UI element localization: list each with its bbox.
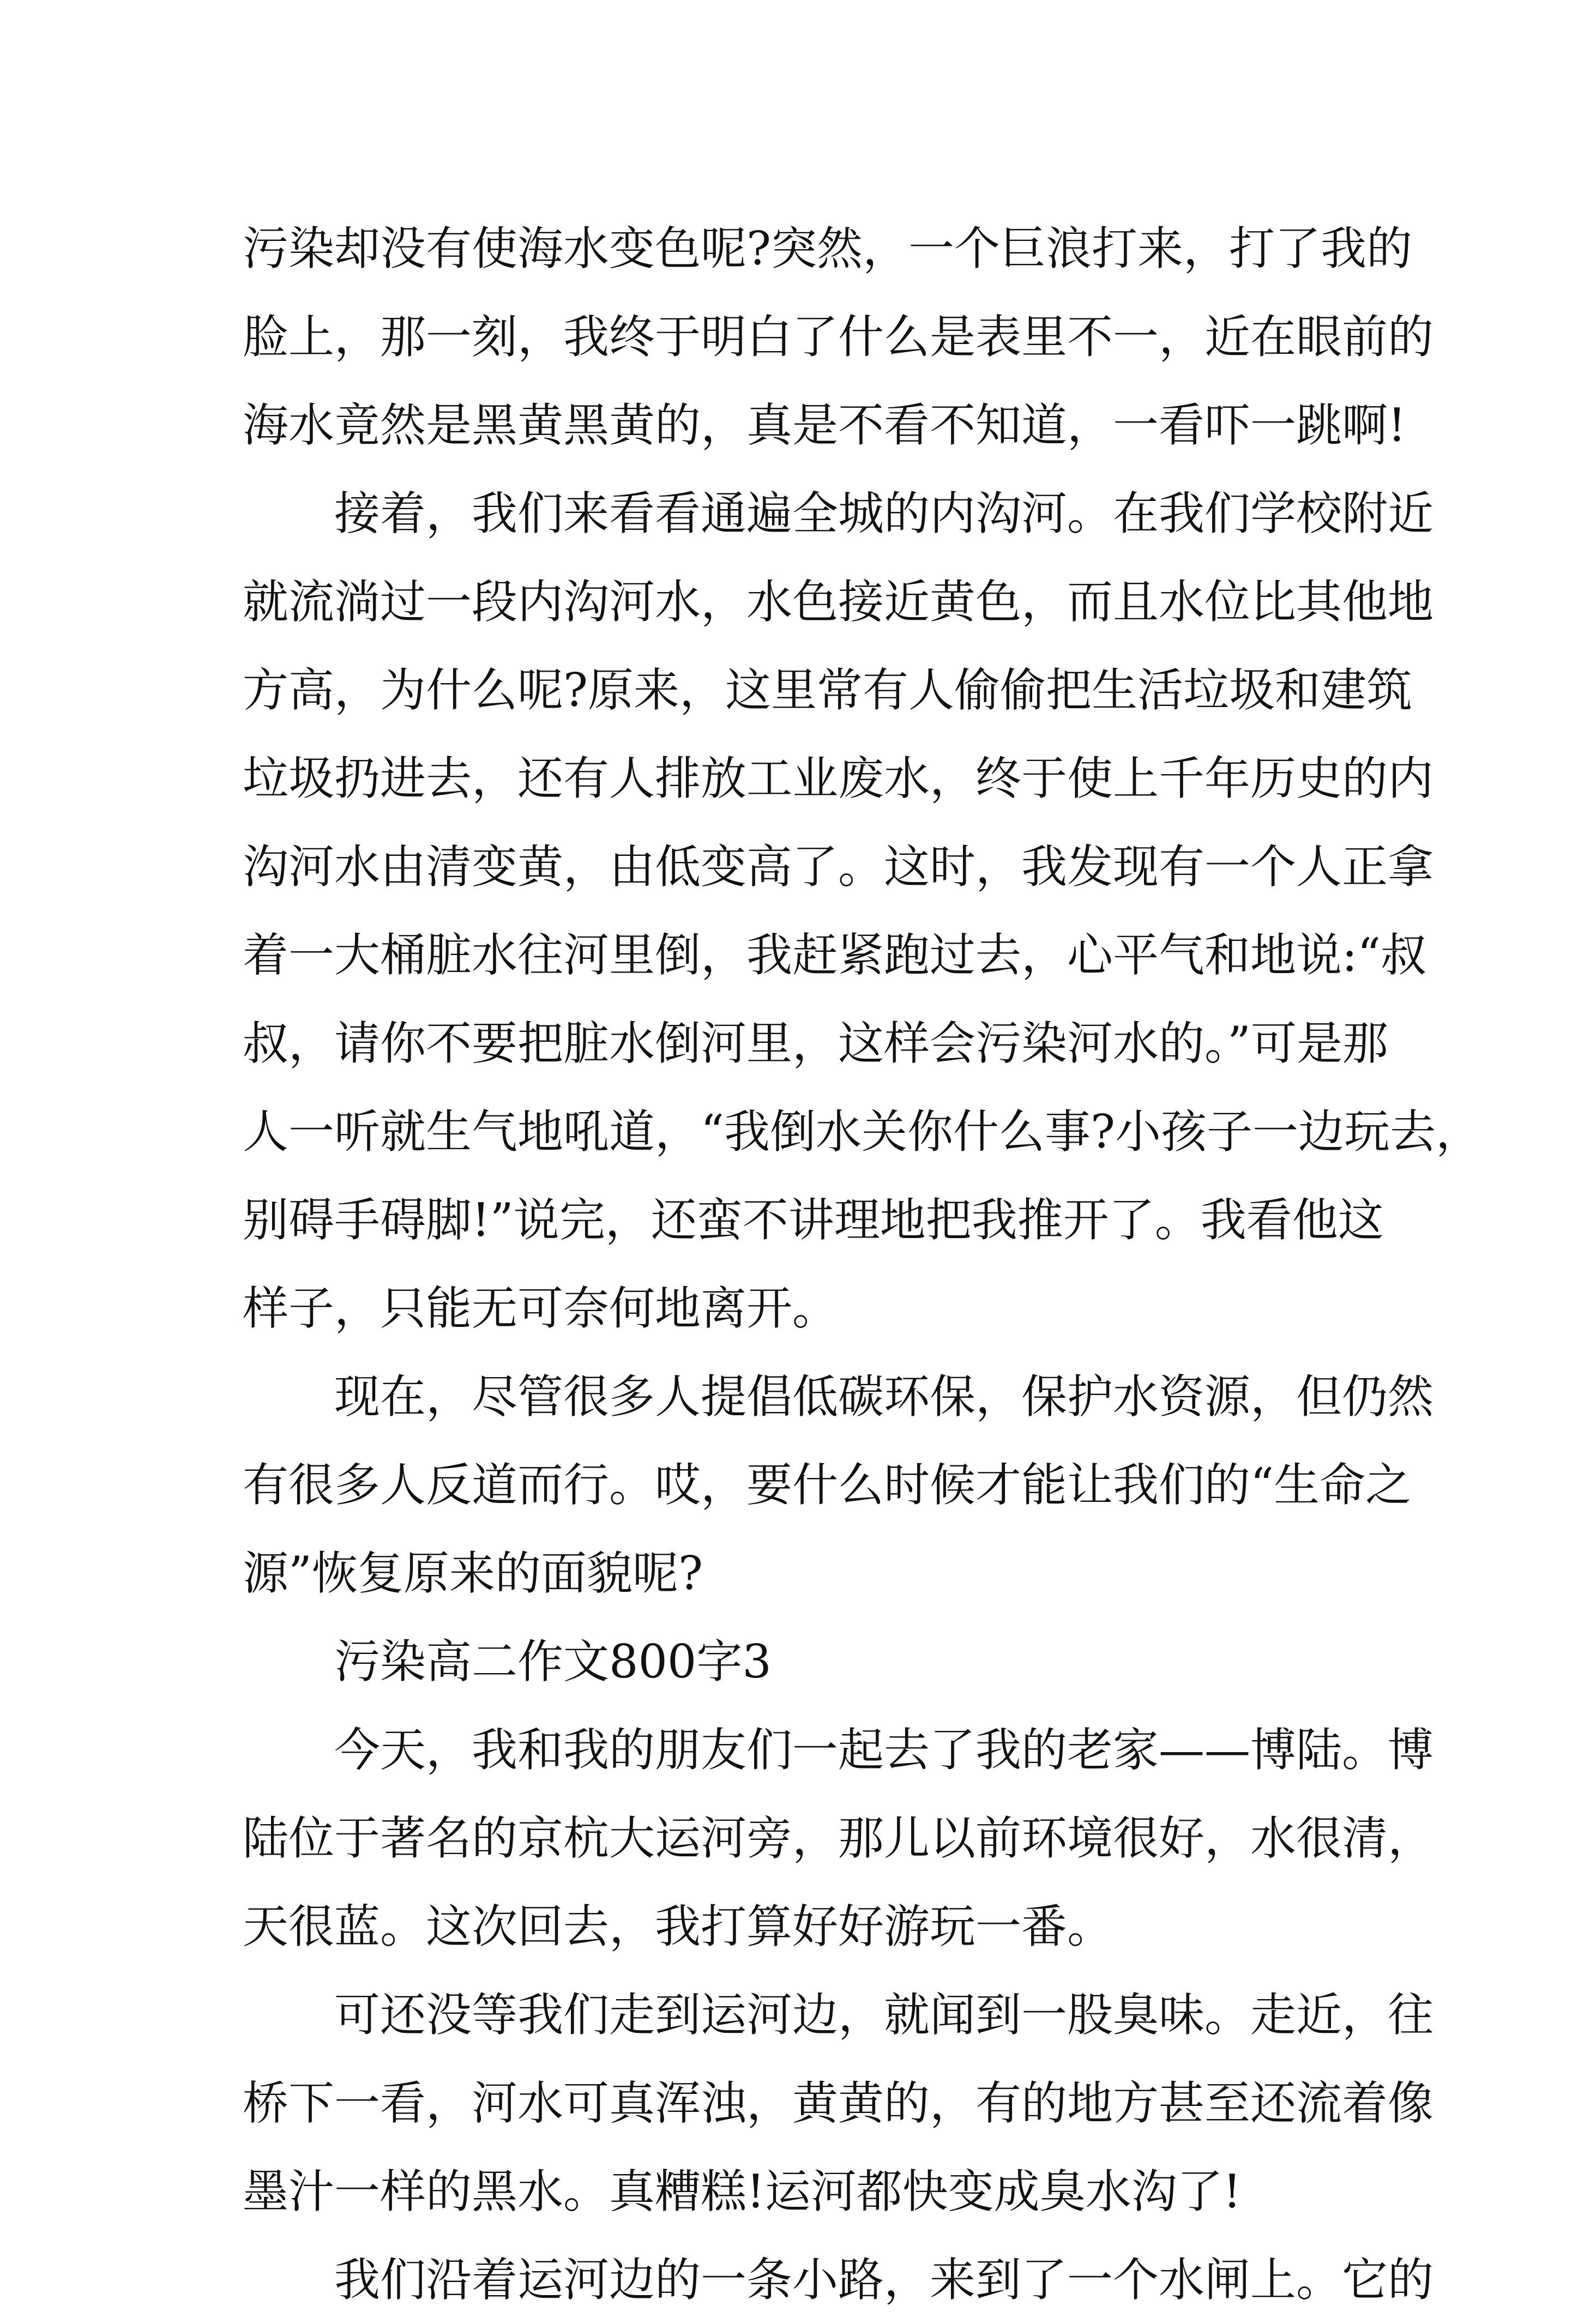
text-line: 人一听就生气地吼道，“我倒水关你什么事?小孩子一边玩去， <box>243 1105 1481 1158</box>
text-line: 沟河水由清变黄，由低变高了。这时，我发现有一个人正拿 <box>243 840 1434 894</box>
text-line: 我们沿着运河边的一条小路，来到了一个水闸上。它的 <box>334 2253 1434 2307</box>
text-line: 垃圾扔进去，还有人排放工业废水，终于使上千年历史的内 <box>243 752 1434 805</box>
text-line: 有很多人反道而行。哎，要什么时候才能让我们的“生命之 <box>243 1458 1411 1512</box>
essay-body <box>243 204 1481 2324</box>
text-line: 墨汁一样的黑水。真糟糕!运河都快变成臭水沟了! <box>243 2165 1242 2218</box>
text-line: 源”恢复原来的面貌呢? <box>243 1547 703 1600</box>
text-line: 方高，为什么呢?原来，这里常有人偷偷把生活垃圾和建筑 <box>243 663 1413 717</box>
text-line: 别碍手碍脚!”说完，还蛮不讲理地把我推开了。我看他这 <box>243 1193 1384 1247</box>
section-heading: 污染高二作文800字3 <box>334 1635 772 1688</box>
text-line: 样子，只能无可奈何地离开。 <box>243 1282 839 1335</box>
text-line: 就流淌过一段内沟河水，水色接近黄色，而且水位比其他地 <box>243 575 1434 629</box>
text-line: 可还没等我们走到运河边，就闻到一股臭味。走近，往 <box>334 1988 1434 2042</box>
text-line: 今天，我和我的朋友们一起去了我的老家——博陆。博 <box>334 1723 1434 1777</box>
text-line: 接着，我们来看看通遍全城的内沟河。在我们学校附近 <box>334 487 1434 540</box>
text-line: 天很蓝。这次回去，我打算好好游玩一番。 <box>243 1900 1113 1953</box>
text-line: 脸上，那一刻，我终于明白了什么是表里不一，近在眼前的 <box>243 310 1434 364</box>
text-line: 陆位于著名的京杭大运河旁，那儿以前环境很好，水很清， <box>243 1812 1434 1865</box>
text-line: 着一大桶脏水往河里倒，我赶紧跑过去，心平气和地说:“叔 <box>243 928 1427 982</box>
text-line: 污染却没有使海水变色呢?突然，一个巨浪打来，打了我的 <box>243 222 1413 275</box>
text-line: 海水竟然是黑黄黑黄的，真是不看不知道，一看吓一跳啊! <box>243 399 1406 452</box>
text-line: 桥下一看，河水可真浑浊，黄黄的，有的地方甚至还流着像 <box>243 2076 1434 2130</box>
text-line: 叔，请你不要把脏水倒河里，这样会污染河水的。”可是那 <box>243 1017 1388 1070</box>
text-line: 现在，尽管很多人提倡低碳环保，保护水资源，但仍然 <box>334 1370 1434 1423</box>
